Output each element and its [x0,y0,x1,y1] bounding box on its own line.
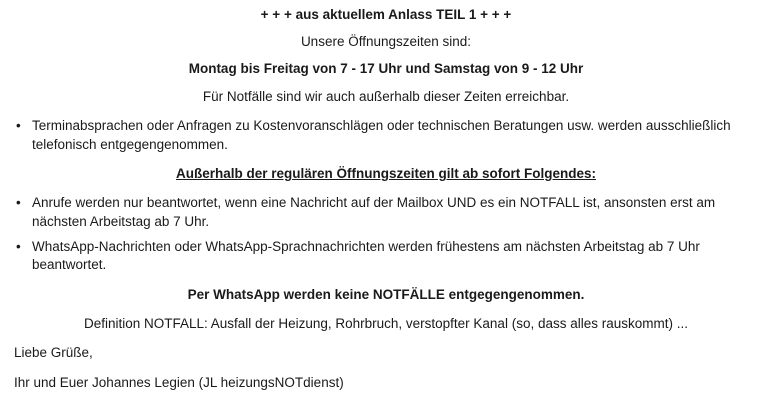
spacer [14,304,758,315]
bullet-icon: • [16,195,21,211]
list-item-text: Anrufe werden nur beantwortet, wenn eine Nachricht auf der Mailbox UND es ein NOTFALL ist, ansonsten erst am nächsten Arbeitstag ab 7 Uhr. [32,195,716,229]
list-item [14,238,758,275]
list-item [14,194,758,231]
emergency-definition: Definition NOTFALL: Ausfall der Heizung, Rohrbruch, verstopfter Kanal (so, dass alles rauskommt) ... [83,316,688,332]
section-subheading: Außerhalb der regulären Öffnungszeiten gilt ab sofort Folgendes: [175,166,597,182]
emergency-availability-note: Für Notfälle sind wir auch außerhalb dieser Zeiten erreichbar. [202,88,570,104]
list-item-text: Terminabsprachen oder Anfragen zu Kostenvoranschlägen oder technischen Beratungen usw. werden ausschließlich telefonisch entgegengenommen. [32,117,731,152]
spacer [14,106,758,117]
document-headline: + + + aus aktuellem Anlass TEIL 1 + + + [260,7,512,22]
opening-hours-value: Montag bis Freitag von 7 - 17 Uhr und Samstag von 9 - 12 Uhr [188,61,584,77]
list-item-text: WhatsApp-Nachrichten oder WhatsApp-Sprachnachrichten werden frühestens am nächsten Arbeitstag ab 7 Uhr beantwortet. [32,238,700,273]
whatsapp-notice: Per WhatsApp werden keine NOTFÄLLE entgegengenommen. [187,286,585,302]
opening-hours-intro: Unsere Öffnungszeiten sind: [300,34,472,50]
spacer [14,24,758,33]
spacer [14,51,758,60]
spacer [14,363,758,374]
spacer [14,333,758,344]
bullet-icon: • [16,238,21,254]
signature: Ihr und Euer Johannes Legien (JL heizungsNOTdienst) [14,374,344,390]
spacer [14,154,758,165]
bullet-icon: • [16,117,21,133]
spacer [14,79,758,88]
list-item [14,117,758,154]
spacer [14,183,758,194]
spacer [14,275,758,286]
closing-greeting: Liebe Grüße, [14,345,93,361]
